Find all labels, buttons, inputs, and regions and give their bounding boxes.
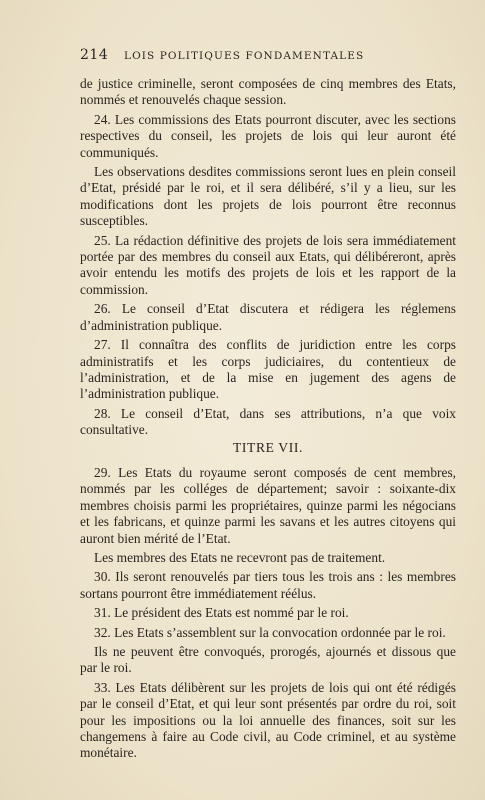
article-30: 30. Ils seront renouvelés par tiers tous les trois ans : les membres sortans pourront être immédiatement réélus.: [80, 569, 456, 601]
paragraph: de justice criminelle, seront composées de cinq membres des Etats, nommés et renouvelés chaque session.: [80, 76, 456, 108]
article-26: 26. Le conseil d’Etat discutera et rédigera les réglemens d’administration publique.: [80, 301, 456, 333]
paragraph: Les observations desdites commissions seront lues en plein conseil d’Etat, présidé par le roi, et il sera délibéré, s’il y a lieu, sur les modifications dont les projets de lois pourront être reconnus susceptibles.: [80, 164, 456, 229]
section-title: TITRE VII.: [233, 439, 303, 455]
article-31: 31. Le président des Etats est nommé par le roi.: [94, 605, 349, 621]
page-header: [80, 46, 456, 64]
page-number: 214: [80, 47, 109, 63]
article-29: 29. Les Etats du royaume seront composés de cent membres, nommés par les colléges de département; savoir : soixante-dix membres choisis parmi les propriétaires, quinze parmi les négocians et les fabricans, et quinze parmi les savans et les autres citoyens qui auront bien mérité de l’Etat.: [80, 464, 456, 546]
body-text: [80, 76, 456, 765]
article-28: 28. Le conseil d’Etat, dans ses attributions, n’a que voix consultative.: [80, 405, 456, 438]
article-25: 25. La rédaction définitive des projets de lois sera immédiatement portée par des membres du conseil aux Etats, qui délibéreront, après avoir entendu les motifs des projets de lois et les rapport de la commission.: [80, 232, 456, 297]
article-27: 27. Il connaîtra des conflits de juridiction entre les corps administratifs et les corps judiciaires, du contentieux de l’administration, et de la mise en jugement des agens de l’administration publique.: [80, 337, 456, 402]
article-24: 24. Les commissions des Etats pourront discuter, avec les sections respectives du conseil, les projets de lois qui leur auront été communiqués.: [80, 111, 456, 160]
paragraph: Les membres des Etats ne recevront pas de traitement.: [94, 549, 386, 565]
paragraph: Ils ne peuvent être convoqués, prorogés, ajournés et dissous que par le roi.: [80, 644, 456, 676]
article-33: 33. Les Etats délibèrent sur les projets de lois qui ont été rédigés par le conseil d’Etat, et qui leur sont présentés par ordre du roi, soit pour les impositions ou la loi annuelle des finances, soit sur les changemens à faire au Code civil, au Code criminel, et au système monétaire.: [80, 679, 456, 761]
running-head: LOIS POLITIQUES FONDAMENTALES: [124, 50, 365, 62]
article-32: 32. Les Etats s’assemblent sur la convocation ordonnée par le roi.: [94, 624, 446, 640]
